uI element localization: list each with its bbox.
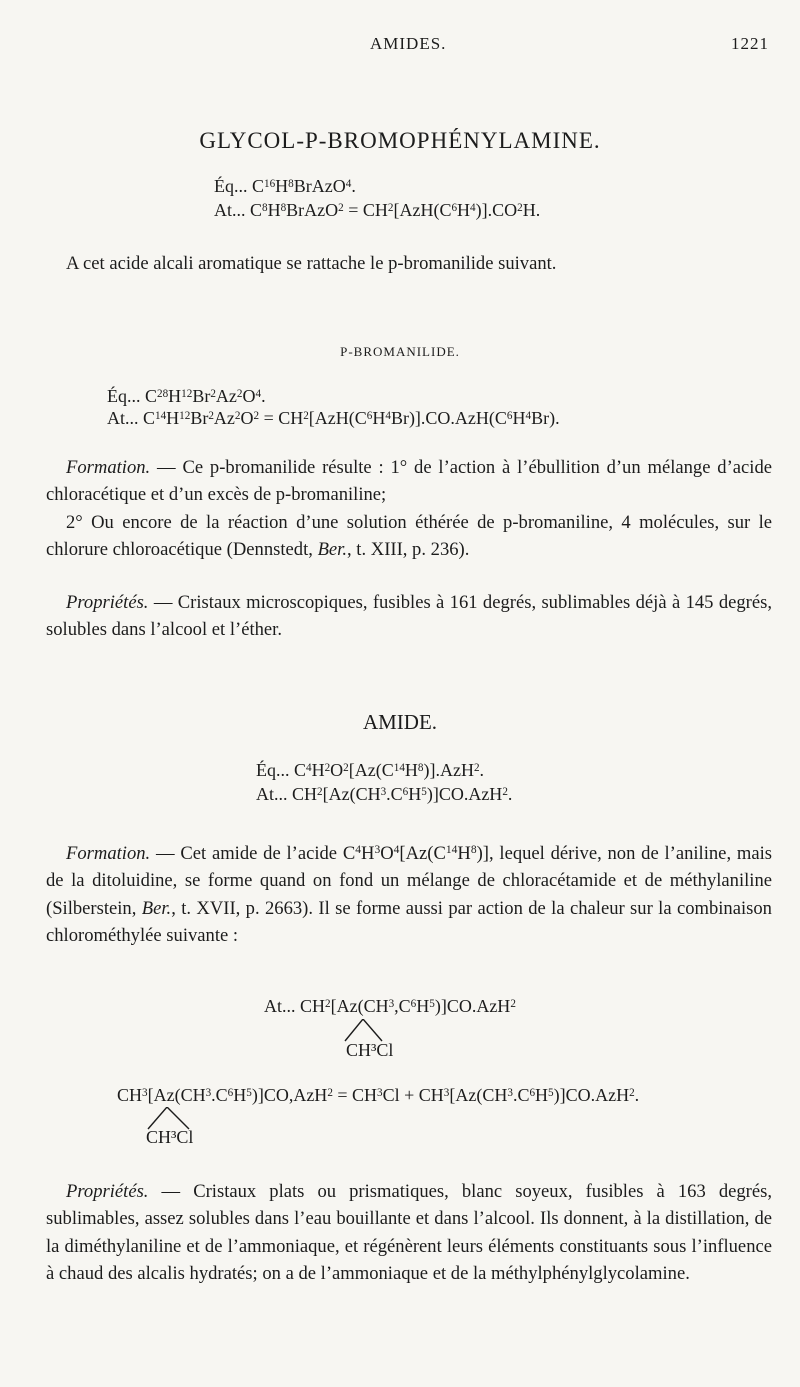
formula-at-amide: At... $CH^2[Az(CH^3.C^6H^5)]CO.AzH^2$. bbox=[256, 784, 513, 804]
amide-properties: Propriétés. — Cristaux plats ou prismatiques, blanc soyeux, fusibles à 163 degrés, sublimables, assez solubles dans l’eau bouillante et dans l’alcool. Ils donnent, à la distillation, de la diméthylaniline et de l’ammoniaque, et régénèrent leurs éléments constituants sous l’influence à chaud des alcalis hydratés; on a de l’ammoniaque et de la méthylphénylglycolamine. bbox=[46, 1181, 772, 1285]
scheme-chloromethyl-formula: At... $CH^2[Az(CH^3,C^6H^5)]CO.AzH^2$ bbox=[264, 996, 516, 1016]
running-title: AMIDES. bbox=[370, 34, 447, 53]
formula-at-bromanilide: At... $C^{14}H^{12}Br^2Az^2O^2 = CH^2[AzH(C^6H^4Br)].CO.AzH(C^6H^4Br)$. bbox=[107, 408, 560, 428]
glycol-intro: A cet acide alcali aromatique se rattache le p-bromanilide suivant. bbox=[66, 253, 557, 274]
scheme-reaction: $CH^3[Az(CH^3.C^6H^5)]CO,AzH^2 = CH^3Cl + CH^3[Az(CH^3.C^6H^5)]CO.AzH^2$. bbox=[117, 1085, 640, 1105]
section-title-bromanilide: P-BROMANILIDE. bbox=[340, 344, 460, 359]
section-title-glycol: GLYCOL-P-BROMOPHÉNYLAMINE. bbox=[199, 128, 601, 153]
formula-eq-bromanilide: Éq... $C^{28}H^{12}Br^2Az^2O^4$. bbox=[107, 386, 266, 406]
formula-eq-glycol: Éq... $C^{16}H^8BrAzO^4$. bbox=[214, 176, 356, 196]
amide-formation: Formation. — Cet amide de l’acide $C^4H^3O^4[Az(C^{14}H^8)]$, lequel dérive, non de l’aniline, mais de la ditoluidine, se forme quand on fond un mélange de chloracétamide et de méthylaniline (Silberstein, Ber., t. XVII, p. 2663). Il se forme aussi par action de la chaleur sur la combinaison chlorométhylée suivante : bbox=[46, 843, 772, 947]
bromanilide-formation: Formation. — Ce p-bromanilide résulte : 1° de l’action à l’ébullition d’un mélange d’acide chloracétique et d’un excès de p-bromaniline; 2° Ou encore de la réaction d’une solution éthérée de p-bromaniline, 4 molécules, sur le chlorure chloroacétique (Dennstedt, Ber., t. XIII, p. 236). bbox=[46, 457, 772, 561]
scheme-ch3cl-2: CH³Cl bbox=[146, 1127, 194, 1147]
formula-at-glycol: At... $C^8H^8BrAzO^2 = CH^2[AzH(C^6H^4)].CO^2H$. bbox=[214, 200, 541, 220]
formula-eq-amide: Éq... $C^4H^2O^2[Az(C^{14}H^8)].AzH^2$. bbox=[256, 760, 485, 780]
section-title-amide: AMIDE. bbox=[362, 710, 438, 734]
bromanilide-properties: Propriétés. — Cristaux microscopiques, fusibles à 161 degrés, sublimables déjà à 145 degrés, solubles dans l’alcool et l’éther. bbox=[46, 592, 772, 641]
page-number: 1221 bbox=[731, 34, 769, 53]
scheme-ch3cl-1: CH³Cl bbox=[346, 1040, 394, 1060]
